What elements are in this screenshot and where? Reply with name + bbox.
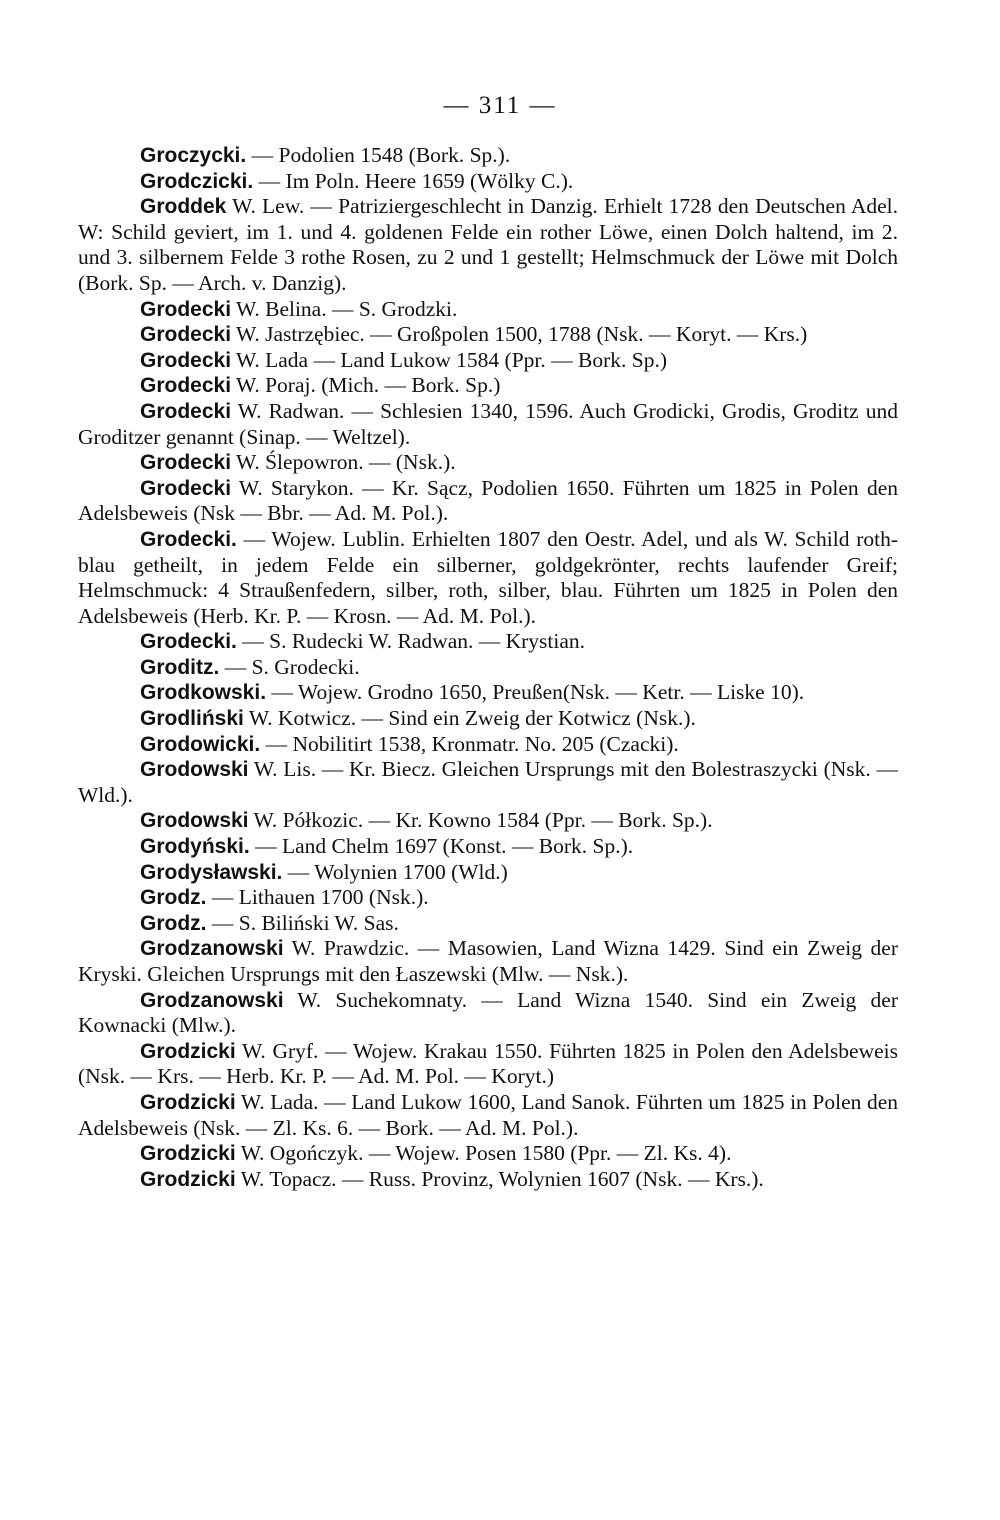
entry bbox=[78, 680, 898, 706]
entry-name: Groditz. bbox=[140, 655, 220, 679]
entry bbox=[78, 706, 898, 732]
entry bbox=[78, 450, 898, 476]
entry-text: — Im Poln. Heere 1659 (Wölky C.). bbox=[253, 168, 574, 193]
entry-text: W. Poraj. (Mich. — Bork. Sp.) bbox=[231, 373, 501, 398]
entry-name: Grodkowski. bbox=[140, 681, 267, 705]
entry bbox=[78, 988, 898, 1039]
entry-text: W. Ślepowron. — (Nsk.). bbox=[231, 450, 456, 475]
entry-name: Grodecki. bbox=[140, 630, 237, 654]
entry-name: Grodowski bbox=[140, 809, 249, 833]
entry-text: W. Ogończyk. — Wojew. Posen 1580 (Ppr. — Zl. Ks. 4). bbox=[235, 1141, 732, 1166]
entry-text: W. Jastrzębiec. — Großpolen 1500, 1788 (Nsk. — Koryt. — Krs.) bbox=[231, 322, 808, 347]
entry-text: — Land Chelm 1697 (Konst. — Bork. Sp.). bbox=[249, 834, 634, 859]
entry-text: — Wojew. Grodno 1650, Preußen(Nsk. — Ketr. — Liske 10). bbox=[266, 680, 805, 705]
entry bbox=[78, 732, 898, 758]
entry-text: — S. Grodecki. bbox=[219, 654, 360, 679]
entry-list bbox=[78, 143, 898, 1192]
entry-name: Grodzanowski bbox=[140, 937, 284, 961]
entry bbox=[78, 194, 898, 296]
entry bbox=[78, 143, 898, 169]
entry bbox=[78, 757, 898, 808]
entry-name: Grodecki bbox=[140, 476, 232, 500]
entry-name: Grodzicki bbox=[140, 1167, 236, 1191]
entry bbox=[78, 322, 898, 348]
entry-text: W. Lada — Land Lukow 1584 (Ppr. — Bork. Sp.) bbox=[231, 347, 667, 372]
page-number: — 311 — bbox=[443, 92, 557, 119]
entry-name: Grodyński. bbox=[140, 835, 250, 859]
entry-text: W. Lada. — Land Lukow 1600, Land Sanok. Führten um 1825 in Polen den Adelsbeweis (Nsk. — Zl. Ks. 6. — Bork. — Ad. M. Pol.). bbox=[78, 1089, 898, 1140]
entry bbox=[78, 911, 898, 937]
entry-text: — S. Rudecki W. Radwan. — Krystian. bbox=[236, 629, 586, 654]
entry-text: — Lithauen 1700 (Nsk.). bbox=[206, 885, 429, 910]
entry-name: Groczycki. bbox=[140, 144, 247, 167]
entry-name: Grodecki bbox=[140, 323, 232, 347]
entry-name: Grodz. bbox=[140, 886, 207, 910]
entry-text: — Nobilitirt 1538, Kronmatr. No. 205 (Czacki). bbox=[260, 731, 679, 756]
entry-name: Grodecki bbox=[140, 399, 232, 423]
entry bbox=[78, 1167, 898, 1193]
entry bbox=[78, 373, 898, 399]
entry bbox=[78, 936, 898, 987]
entry-name: Grodecki bbox=[140, 297, 232, 321]
entry-text: — Podolien 1548 (Bork. Sp.). bbox=[246, 143, 511, 167]
entry bbox=[78, 297, 898, 323]
entry-text: W. Suchekomnaty. — Land Wizna 1540. Sind ein Zweig der Kownacki (Mlw.). bbox=[78, 987, 898, 1038]
entry-text: W. Półkozic. — Kr. Kowno 1584 (Ppr. — Bork. Sp.). bbox=[248, 808, 713, 833]
entry-name: Grodecki bbox=[140, 374, 232, 398]
entry bbox=[78, 655, 898, 681]
entry-name: Grodz. bbox=[140, 911, 207, 935]
entry-text: — S. Biliński W. Sas. bbox=[206, 910, 399, 935]
entry bbox=[78, 399, 898, 450]
entry bbox=[78, 808, 898, 834]
entry-text: W. Gryf. — Wojew. Krakau 1550. Führten 1825 in Polen den Adelsbeweis (Nsk. — Krs. — Herb. Kr. P. — Ad. M. Pol. — Koryt.) bbox=[78, 1038, 898, 1089]
entry-name: Grodowski bbox=[140, 758, 249, 782]
entry-text: W. Topacz. — Russ. Provinz, Wolynien 1607 (Nsk. — Krs.). bbox=[235, 1166, 764, 1191]
entry-name: Grodzicki bbox=[140, 1090, 236, 1114]
entry bbox=[78, 169, 898, 195]
entry-name: Grodliński bbox=[140, 707, 244, 731]
entry bbox=[78, 1039, 898, 1090]
entry bbox=[78, 1141, 898, 1167]
entry-text: W. Starykon. — Kr. Sącz, Podolien 1650. Führten um 1825 in Polen den Adelsbeweis (Nsk — Bbr. — Ad. M. Pol.). bbox=[78, 475, 898, 526]
entry bbox=[78, 527, 898, 629]
entry bbox=[78, 834, 898, 860]
entry-text: W. Lew. — Patriziergeschlecht in Danzig. Erhielt 1728 den Deutschen Adel. W: Schild geviert, im 1. und 4. goldenen Felde ein rother Löwe, einen Dolch haltend, im 2. und 3. silbernem Felde 3 rothe Rosen, zu 2 und 1 gestellt; Helmschmuck der Löwe mit Dolch (Bork. Sp. — Arch. v. Danzig). bbox=[78, 194, 898, 295]
entry-name: Grodzanowski bbox=[140, 988, 284, 1012]
entry-name: Grodysławski. bbox=[140, 860, 283, 884]
entry-text: W. Radwan. — Schlesien 1340, 1596. Auch Grodicki, Grodis, Groditz und Groditzer genannt (Sinap. — Weltzel). bbox=[78, 398, 898, 449]
entry bbox=[78, 860, 898, 886]
entry-name: Grodecki bbox=[140, 451, 232, 475]
entry-text: W. Lis. — Kr. Biecz. Gleichen Ursprungs mit den Bolestraszycki (Nsk. — Wld.). bbox=[78, 757, 898, 807]
entry-text: W. Belina. — S. Grodzki. bbox=[231, 296, 458, 321]
entry-name: Grodowicki. bbox=[140, 732, 261, 756]
entry-text: W. Prawdzic. — Masowien, Land Wizna 1429. Sind ein Zweig der Kryski. Gleichen Ursprungs mit den Łaszewski (Mlw. — Nsk.). bbox=[78, 936, 898, 986]
entry-name: Grodecki bbox=[140, 348, 232, 372]
entry-name: Grodczicki. bbox=[140, 169, 254, 193]
entry-name: Groddek bbox=[140, 195, 227, 219]
entry bbox=[78, 348, 898, 374]
entry bbox=[78, 476, 898, 527]
entry-name: Grodzicki bbox=[140, 1142, 236, 1166]
entry bbox=[78, 885, 898, 911]
entry-name: Grodzicki bbox=[140, 1039, 236, 1063]
entry-text: — Wojew. Lublin. Erhielten 1807 den Oestr. Adel, und als W. Schild roth-blau getheilt, in jedem Felde ein silberner, goldgekrönter, rechts laufender Greif; Helmschmuck: 4 Straußenfedern, silber, roth, silber, blau. Führten um 1825 in Polen den Adelsbeweis (Herb. Kr. P. — Krosn. — Ad. M. Pol.). bbox=[78, 526, 898, 628]
entry-name: Grodecki. bbox=[140, 527, 237, 551]
entry bbox=[78, 629, 898, 655]
entry-text: W. Kotwicz. — Sind ein Zweig der Kotwicz (Nsk.). bbox=[243, 706, 696, 731]
entry-text: — Wolynien 1700 (Wld.) bbox=[282, 859, 508, 884]
entry bbox=[78, 1090, 898, 1141]
